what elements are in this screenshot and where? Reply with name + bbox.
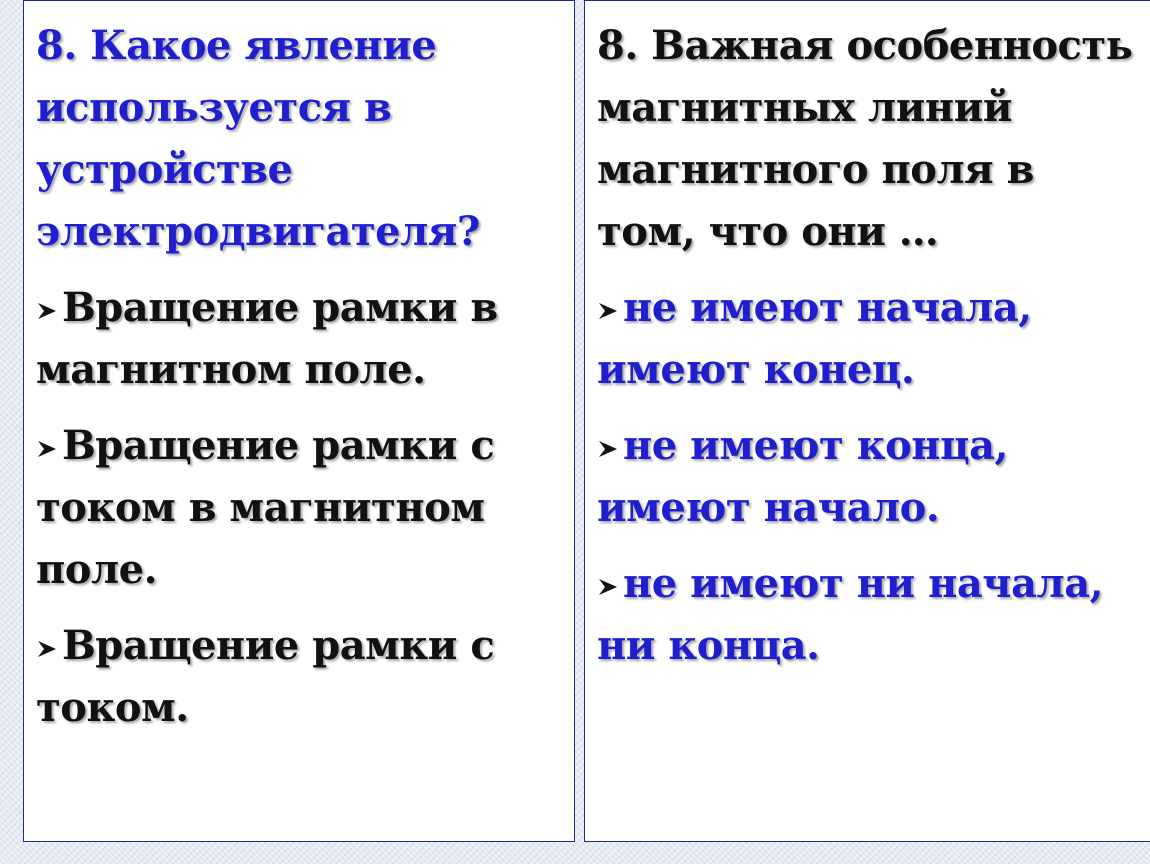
arrowhead-bullet-icon [597, 415, 623, 477]
right-option-2-text: не имеют конца, имеют начало. [597, 422, 1008, 531]
arrowhead-bullet-icon [36, 615, 62, 677]
right-question-card [584, 0, 1150, 842]
left-option-2[interactable] [36, 415, 564, 601]
left-question-text: 8. Какое явление используется в устройстве электродвигателя? [36, 22, 480, 255]
left-option-3[interactable] [36, 615, 564, 739]
left-option-3-text: Вращение рамки с током. [36, 622, 495, 731]
left-option-1[interactable] [36, 277, 564, 401]
arrowhead-bullet-icon [36, 415, 62, 477]
right-option-1-text: не имеют начала, имеют конец. [597, 284, 1032, 393]
right-option-1[interactable] [597, 277, 1144, 401]
right-question-text: 8. Важная особенность магнитных линий магнитного поля в том, что они … [597, 22, 1133, 255]
arrowhead-bullet-icon [36, 277, 62, 339]
left-option-1-text: Вращение рамки в магнитном поле. [36, 284, 498, 393]
right-option-2[interactable] [597, 415, 1144, 539]
arrowhead-bullet-icon [597, 553, 623, 615]
right-option-3-text: не имеют ни начала, ни конца. [597, 560, 1104, 669]
arrowhead-bullet-icon [597, 277, 623, 339]
left-question-card [23, 0, 575, 842]
right-option-3[interactable] [597, 553, 1144, 677]
left-option-2-text: Вращение рамки с током в магнитном поле. [36, 422, 495, 593]
